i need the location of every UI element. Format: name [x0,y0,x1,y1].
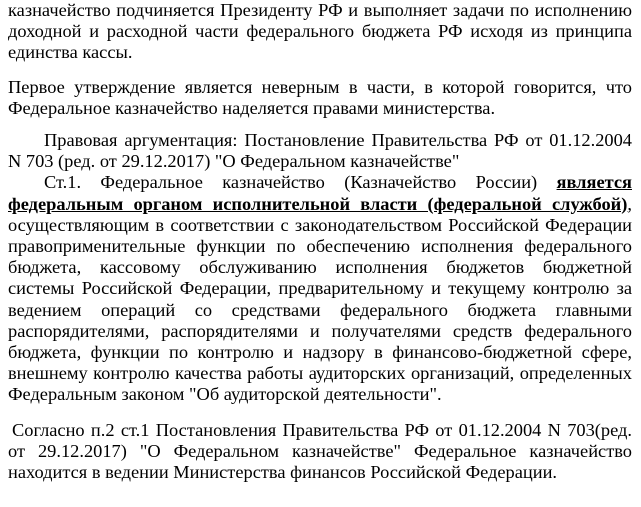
paragraph-legal-argumentation: Правовая аргументация: Постановление Правительства РФ от 01.12.2004 N 703 (ред. от 29.12.2017) "О Федеральном казначействе" [8,130,632,172]
article-1-rest: , осуществляющим в соответствии с законодательством Российской Федерации правоприменительные функции по обеспечению исполнения федерального бюджета, кассовому обслуживанию исполнения бюджетов бюджетной системы Российской Федерации, предварительному и текущему контролю за ведением операций со средствами федерального бюджета главными распорядителями, распорядителями и получателями средств федерального бюджета, функции по контролю и надзору в финансово-бюджетной сфере, внешнему контролю качества работы аудиторских организаций, определенных Федеральным законом "Об аудиторской деятельности". [8,193,632,405]
paragraph-article-1 [8,172,632,405]
paragraph-treasury-subordination: казначейство подчиняется Президенту РФ и выполняет задачи по исполнению доходной и расходной части федерального бюджета РФ исходя из принципа единства кассы. [8,0,632,63]
paragraph-ministry-of-finance: Согласно п.2 ст.1 Постановления Правительства РФ от 01.12.2004 N 703(ред. от 29.12.2017) "О Федеральном казначействе" Федеральное казначейство находится в ведении Министерства финансов Российской Федерации. [8,419,632,483]
article-1-start: Ст.1. Федеральное казначейство (Казначейство России) [44,172,557,193]
article-1-highlight: является федеральным органом исполнительной власти (федеральной службой) [8,172,632,214]
document-page [8,0,632,483]
paragraph-first-statement-incorrect: Первое утверждение является неверным в части, в которой говорится, что Федеральное казначейство наделяется правами министерства. [8,76,632,118]
